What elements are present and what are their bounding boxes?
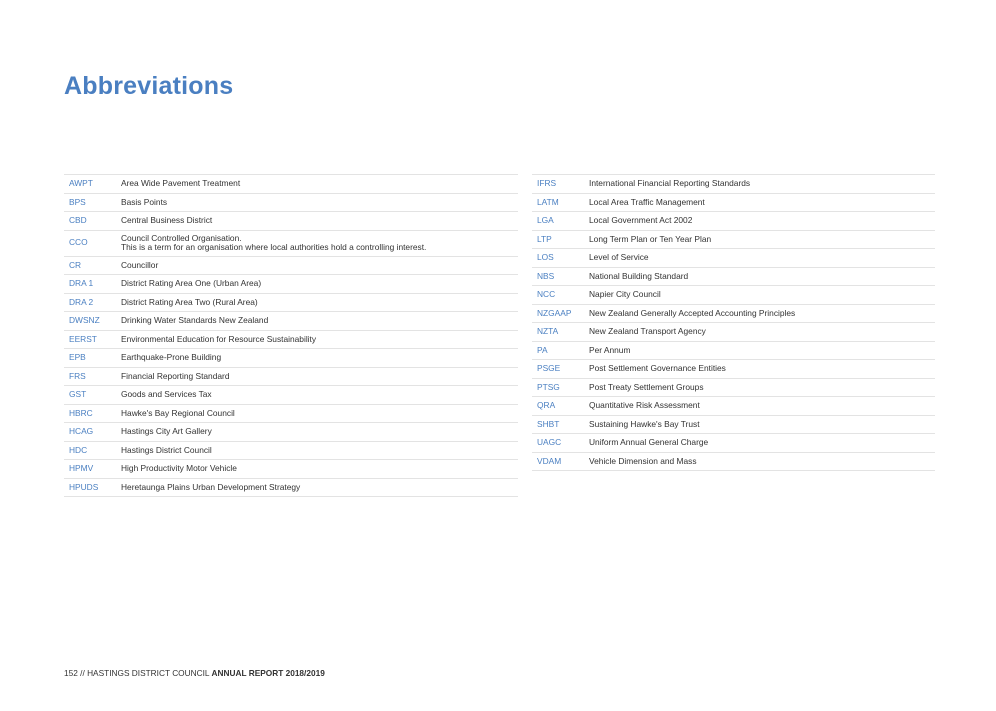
abbreviation-code: EPB xyxy=(69,352,86,362)
definition-line: Goods and Services Tax xyxy=(121,389,212,399)
abbreviation-row xyxy=(64,385,518,404)
abbreviation-row xyxy=(64,274,518,293)
abbreviation-definition xyxy=(121,353,518,363)
abbreviation-definition xyxy=(121,279,518,289)
abbreviation-code: LTP xyxy=(537,233,552,244)
abbreviation-definition xyxy=(121,427,518,437)
abbreviation-definition xyxy=(589,309,935,319)
definition-line: Local Area Traffic Management xyxy=(589,196,705,207)
page-footer xyxy=(64,668,325,678)
definition-line: Hastings District Council xyxy=(121,444,212,455)
abbreviation-row xyxy=(532,452,935,472)
abbreviation-definition xyxy=(121,198,518,208)
abbreviation-row xyxy=(532,359,935,378)
abbreviation-code: DRA 2 xyxy=(69,296,94,307)
abbreviation-definition xyxy=(121,409,518,419)
abbreviation-row xyxy=(64,193,518,212)
abbreviation-code: NBS xyxy=(537,270,555,281)
abbreviation-definition xyxy=(589,457,935,467)
definition-line: Central Business District xyxy=(121,215,213,225)
abbreviation-row xyxy=(64,256,518,275)
abbreviation-definition xyxy=(589,235,935,245)
abbreviation-code: CCO xyxy=(69,237,88,248)
abbreviation-code: EERST xyxy=(69,333,97,344)
abbreviation-row xyxy=(532,378,935,397)
abbreviation-code: CR xyxy=(69,259,82,270)
abbreviations-right-column xyxy=(532,174,935,497)
definition-line: Councillor xyxy=(121,259,159,270)
footer-report-title: ANNUAL REPORT 2018/2019 xyxy=(211,668,325,678)
abbreviation-row xyxy=(64,478,518,498)
abbreviation-row xyxy=(64,211,518,230)
abbreviation-code: VDAM xyxy=(537,455,562,466)
abbreviation-code: HCAG xyxy=(69,426,94,436)
abbreviation-row xyxy=(532,230,935,249)
abbreviation-code: SHBT xyxy=(537,418,560,429)
abbreviation-code: DWSNZ xyxy=(69,315,100,325)
definition-line: Post Treaty Settlement Groups xyxy=(589,381,704,392)
definition-line: Per Annum xyxy=(589,344,631,355)
abbreviation-code: FRS xyxy=(69,370,86,381)
abbreviation-code: IFRS xyxy=(537,178,557,188)
definition-line: Long Term Plan or Ten Year Plan xyxy=(589,233,712,244)
abbreviation-code: QRA xyxy=(537,400,556,410)
abbreviation-code: PA xyxy=(537,344,548,355)
definition-line: District Rating Area Two (Rural Area) xyxy=(121,296,258,307)
abbreviation-code: LATM xyxy=(537,196,559,207)
abbreviation-definition xyxy=(121,390,518,400)
definition-line: Level of Service xyxy=(589,252,649,262)
abbreviations-left-column xyxy=(64,174,518,497)
abbreviation-code: AWPT xyxy=(69,178,93,188)
abbreviation-row xyxy=(532,396,935,415)
abbreviation-row xyxy=(64,441,518,460)
abbreviation-definition xyxy=(589,327,935,337)
definition-line: High Productivity Motor Vehicle xyxy=(121,463,237,473)
abbreviation-row xyxy=(64,348,518,367)
definition-line: Area Wide Pavement Treatment xyxy=(121,178,241,188)
abbreviation-code: PSGE xyxy=(537,363,561,373)
abbreviation-row xyxy=(64,293,518,312)
definition-line: Local Government Act 2002 xyxy=(589,215,693,225)
footer-page-org: 152 // HASTINGS DISTRICT COUNCIL xyxy=(64,668,212,678)
abbreviation-row xyxy=(532,248,935,267)
abbreviation-definition xyxy=(121,316,518,326)
abbreviation-definition xyxy=(121,179,518,189)
abbreviation-code: LOS xyxy=(537,252,554,262)
definition-line: International Financial Reporting Standards xyxy=(589,178,751,188)
definition-line: Basis Points xyxy=(121,196,168,207)
abbreviation-row xyxy=(532,304,935,323)
abbreviation-code: BPS xyxy=(69,196,86,207)
definition-line: National Building Standard xyxy=(589,270,689,281)
abbreviation-row xyxy=(64,367,518,386)
abbreviation-definition xyxy=(589,216,935,226)
abbreviation-code: HPUDS xyxy=(69,481,99,492)
abbreviation-definition xyxy=(589,438,935,448)
definition-line: Drinking Water Standards New Zealand xyxy=(121,315,269,325)
abbreviation-definition xyxy=(589,383,935,393)
abbreviation-row xyxy=(532,211,935,230)
abbreviation-code: HBRC xyxy=(69,407,93,418)
abbreviation-row xyxy=(532,285,935,304)
abbreviation-row xyxy=(64,311,518,330)
abbreviation-code: GST xyxy=(69,389,87,399)
abbreviation-row xyxy=(64,422,518,441)
definition-line: Uniform Annual General Charge xyxy=(589,437,709,447)
abbreviation-code: CBD xyxy=(69,215,87,225)
abbreviation-row xyxy=(64,330,518,349)
abbreviation-row xyxy=(532,193,935,212)
abbreviations-table xyxy=(64,174,935,497)
abbreviation-definition xyxy=(121,335,518,345)
definition-line: Sustaining Hawke's Bay Trust xyxy=(589,418,700,429)
abbreviation-definition xyxy=(121,464,518,474)
abbreviation-code: NCC xyxy=(537,289,556,299)
definition-line: New Zealand Transport Agency xyxy=(589,326,706,336)
abbreviation-code: UAGC xyxy=(537,437,562,447)
abbreviation-row xyxy=(64,459,518,478)
abbreviation-code: PTSG xyxy=(537,381,560,392)
abbreviation-definition xyxy=(121,234,518,253)
abbreviation-row xyxy=(532,341,935,360)
definition-line: Hawke's Bay Regional Council xyxy=(121,407,235,418)
abbreviation-definition xyxy=(589,179,935,189)
abbreviation-code: HDC xyxy=(69,444,88,455)
abbreviation-code: NZTA xyxy=(537,326,559,336)
definition-line: Council Controlled Organisation. xyxy=(121,232,242,243)
abbreviation-code: NZGAAP xyxy=(537,307,572,318)
abbreviation-definition xyxy=(589,290,935,300)
definition-line: Hastings City Art Gallery xyxy=(121,426,212,436)
abbreviation-row xyxy=(532,322,935,341)
abbreviation-definition xyxy=(121,216,518,226)
abbreviation-code: HPMV xyxy=(69,463,94,473)
abbreviation-definition xyxy=(589,401,935,411)
abbreviation-definition xyxy=(589,198,935,208)
abbreviation-row xyxy=(532,267,935,286)
abbreviation-code: LGA xyxy=(537,215,554,225)
abbreviation-definition xyxy=(121,298,518,308)
abbreviation-definition xyxy=(589,420,935,430)
abbreviation-definition xyxy=(589,364,935,374)
abbreviation-definition xyxy=(121,483,518,493)
definition-line: Heretaunga Plains Urban Development Strategy xyxy=(121,481,301,492)
definition-line: District Rating Area One (Urban Area) xyxy=(121,278,262,288)
definition-line: This is a term for an organisation where local authorities hold a controlling interest. xyxy=(121,242,427,252)
abbreviation-definition xyxy=(121,446,518,456)
definition-line: Vehicle Dimension and Mass xyxy=(589,455,697,466)
definition-line: Environmental Education for Resource Sustainability xyxy=(121,333,317,344)
abbreviation-row xyxy=(64,404,518,423)
abbreviation-definition xyxy=(121,372,518,382)
definition-line: Earthquake-Prone Building xyxy=(121,352,222,362)
abbreviation-definition xyxy=(589,272,935,282)
definition-line: Quantitative Risk Assessment xyxy=(589,400,700,410)
definition-line: New Zealand Generally Accepted Accounting Principles xyxy=(589,307,796,318)
page-title: Abbreviations xyxy=(64,72,234,100)
definition-line: Napier City Council xyxy=(589,289,661,299)
abbreviation-definition xyxy=(121,261,518,271)
abbreviation-row xyxy=(532,433,935,452)
abbreviation-row xyxy=(64,174,518,193)
definition-line: Post Settlement Governance Entities xyxy=(589,363,726,373)
abbreviation-row xyxy=(64,230,518,256)
abbreviation-definition xyxy=(589,346,935,356)
definition-line: Financial Reporting Standard xyxy=(121,370,230,381)
abbreviation-row xyxy=(532,174,935,193)
abbreviation-definition xyxy=(589,253,935,263)
abbreviation-code: DRA 1 xyxy=(69,278,94,288)
abbreviation-row xyxy=(532,415,935,434)
